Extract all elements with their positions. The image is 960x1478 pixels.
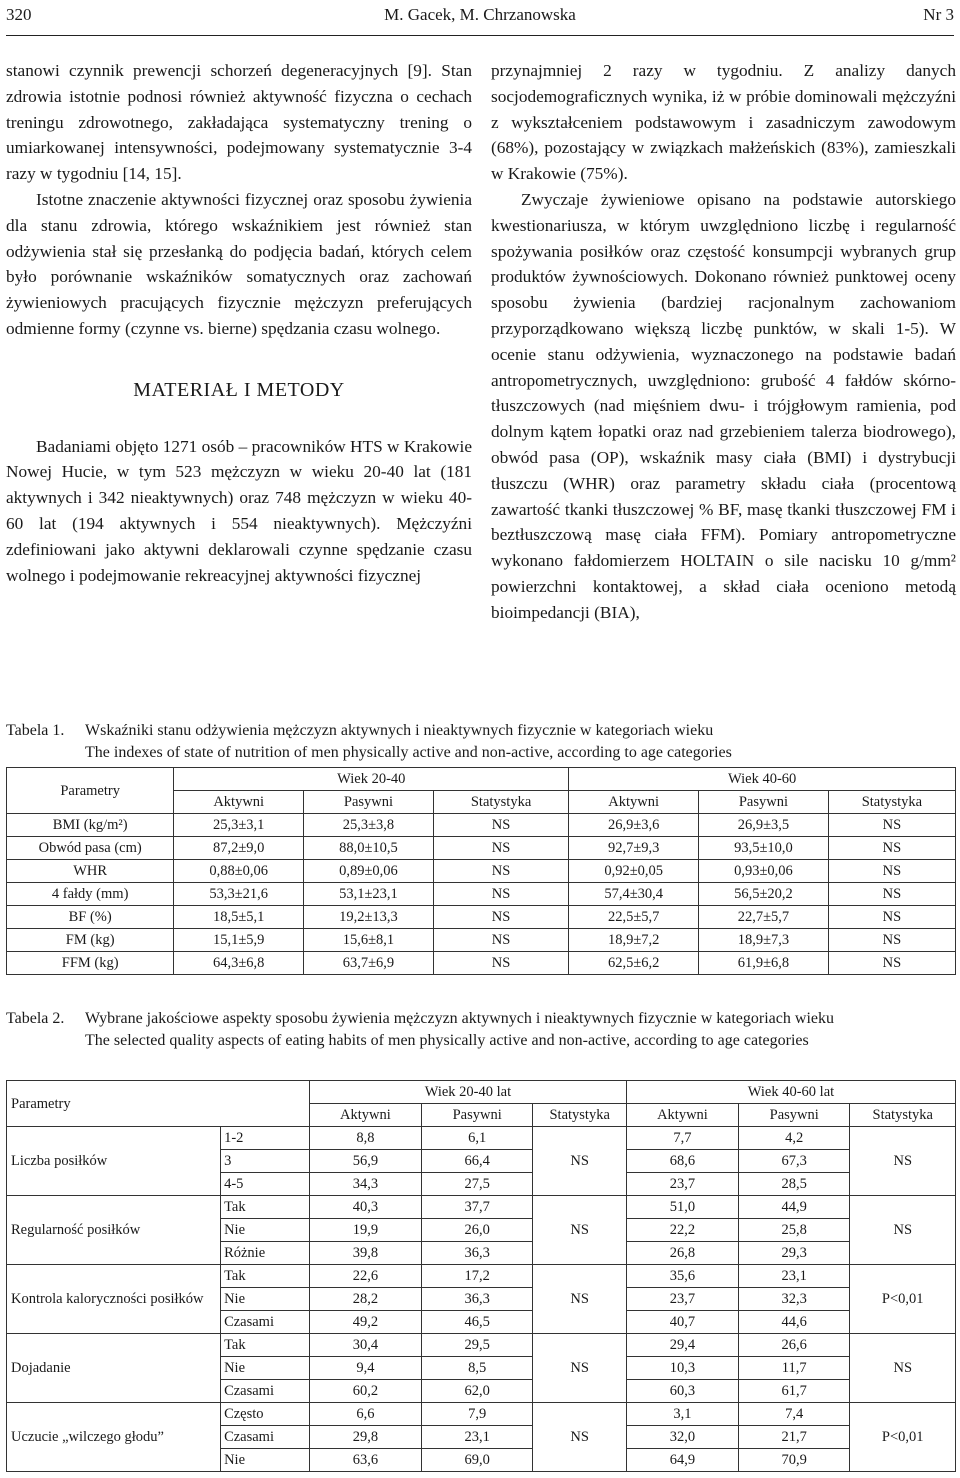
table-cell: 62,0: [421, 1380, 533, 1403]
paragraph: stanowi czynnik prewencji schorzeń degeneracyjnych [9]. Stan zdrowia istotnie podnosi również aktywność fizyczna o cechach treningu zdrowotnego, zakładająca systematyczny trening o umiarkowanej intensywności, podejmowany systematycznie 3-4 razy w tygodniu [14, 15].: [6, 61, 472, 184]
table-cell: 9,4: [309, 1357, 421, 1380]
table-cell: NS: [828, 883, 955, 906]
table-cell: NS: [433, 860, 568, 883]
answer-option: 3: [221, 1150, 310, 1173]
table-cell: 11,7: [738, 1357, 850, 1380]
table-cell: NS: [828, 929, 955, 952]
table-cell: 23,1: [421, 1426, 533, 1449]
table-cell: 56,5±20,2: [699, 883, 829, 906]
table-cell: 29,4: [626, 1334, 738, 1357]
table-cell: 67,3: [738, 1150, 850, 1173]
table-cell: 26,8: [626, 1242, 738, 1265]
answer-option: Czasami: [221, 1426, 310, 1449]
table-cell: 61,7: [738, 1380, 850, 1403]
statistic: NS: [850, 1127, 956, 1196]
statistic: NS: [533, 1196, 627, 1265]
table-cell: 7,7: [626, 1127, 738, 1150]
table-cell: 28,5: [738, 1173, 850, 1196]
statistic: NS: [850, 1196, 956, 1265]
table-cell: 8,5: [421, 1357, 533, 1380]
answer-option: Tak: [221, 1334, 310, 1357]
table-cell: 70,9: [738, 1449, 850, 1472]
table-cell: 0,88±0,06: [174, 860, 304, 883]
table-cell: 87,2±9,0: [174, 837, 304, 860]
table-cell: 35,6: [626, 1265, 738, 1288]
table-cell: 7,4: [738, 1403, 850, 1426]
table-cell: 23,7: [626, 1173, 738, 1196]
statistic: NS: [850, 1334, 956, 1403]
table-cell: 29,3: [738, 1242, 850, 1265]
statistic: NS: [533, 1334, 627, 1403]
age-group-header: Wiek 40-60 lat: [626, 1081, 955, 1104]
table-row: [7, 1334, 956, 1357]
column-header: Aktywni: [626, 1104, 738, 1127]
statistic: NS: [533, 1403, 627, 1472]
table-row: [7, 1265, 956, 1288]
table-cell: NS: [433, 952, 568, 975]
table-cell: 36,3: [421, 1242, 533, 1265]
table-cell: 27,5: [421, 1173, 533, 1196]
table-cell: 44,6: [738, 1311, 850, 1334]
right-column: [491, 58, 956, 626]
table-cell: 29,5: [421, 1334, 533, 1357]
running-authors: M. Gacek, M. Chrzanowska: [384, 5, 576, 24]
table-cell: 29,8: [309, 1426, 421, 1449]
param-header: Parametry: [7, 1081, 310, 1127]
table-cell: 10,3: [626, 1357, 738, 1380]
table-cell: 40,7: [626, 1311, 738, 1334]
table-cell: 25,3±3,1: [174, 814, 304, 837]
column-header: Aktywni: [174, 791, 304, 814]
table-cell: 30,4: [309, 1334, 421, 1357]
table1-caption-en: The indexes of state of nutrition of men physically active and non-active, according to age categories: [85, 744, 732, 761]
table-cell: 18,9±7,2: [569, 929, 699, 952]
table-cell: NS: [433, 906, 568, 929]
table-cell: 92,7±9,3: [569, 837, 699, 860]
paragraph: Zwyczaje żywieniowe opisano na podstawie autorskiego kwestionariusza, w którym uwzględniono liczbę i regularność spożywania posiłków oraz częstość konsumpcji wybranych grup produktów żywnościowych. Dokonano również punktowej oceny sposobu żywienia (bardziej racjonalnym zachowaniom przyporządkowano większą liczbę punktów, w skali 1-5). W ocenie stanu odżywienia, wyznaczonego na podstawie badań antropometrycznych, uwzględniono: grubość 4 fałdów skórno-tłuszczowych (nad mięśniem dwu- i trójgłowym ramienia, pod dolnym kątem łopatki oraz nad grzebieniem talerza biodrowego), obwód pasa (OP), wskaźnik masy ciała (BMI) i dystrybucji tłuszczu (WHR) oraz parametry składu ciała (procentową zawartość tkanki tłuszczowej % BF, masę tkanki tłuszczowej FM i beztłuszczową masę ciała FFM). Pomiary antropometryczne wykonano fałdomierzem HOLTAIN o sile nacisku 10 g/mm² powierzchni kontaktowej, a skład ciała oceniono metodą bioimpedancji (BIA),: [491, 189, 956, 622]
table-cell: 66,4: [421, 1150, 533, 1173]
table-cell: 68,6: [626, 1150, 738, 1173]
table-cell: 57,4±30,4: [569, 883, 699, 906]
age-group-header: Wiek 40-60: [569, 768, 956, 791]
table-cell: 63,6: [309, 1449, 421, 1472]
left-column: [6, 58, 472, 588]
running-header: [6, 0, 954, 28]
table2-caption-en: The selected quality aspects of eating habits of men physically active and non-active, according to age categories: [85, 1032, 809, 1049]
table2-caption: [6, 1008, 956, 1052]
column-header: Aktywni: [569, 791, 699, 814]
table-cell: 22,6: [309, 1265, 421, 1288]
table-cell: NS: [828, 814, 955, 837]
answer-option: Tak: [221, 1265, 310, 1288]
answer-option: Nie: [221, 1449, 310, 1472]
answer-option: Często: [221, 1403, 310, 1426]
table2: [6, 1080, 956, 1472]
table-cell: 60,2: [309, 1380, 421, 1403]
table-cell: 51,0: [626, 1196, 738, 1219]
table-row: [7, 1196, 956, 1219]
table-cell: 28,2: [309, 1288, 421, 1311]
row-label: Obwód pasa (cm): [7, 837, 174, 860]
table-row: [7, 860, 956, 883]
table1-caption: [6, 720, 956, 764]
table-cell: 53,1±23,1: [304, 883, 434, 906]
table-cell: 19,2±13,3: [304, 906, 434, 929]
table-cell: 60,3: [626, 1380, 738, 1403]
table-row: [7, 837, 956, 860]
answer-option: Nie: [221, 1219, 310, 1242]
table-header-row: [7, 1081, 956, 1104]
answer-option: Czasami: [221, 1311, 310, 1334]
statistic: NS: [533, 1127, 627, 1196]
table-cell: 61,9±6,8: [699, 952, 829, 975]
table-row: [7, 1403, 956, 1426]
column-header: Pasywni: [699, 791, 829, 814]
row-label: FFM (kg): [7, 952, 174, 975]
age-group-header: Wiek 20-40: [174, 768, 569, 791]
age-group-header: Wiek 20-40 lat: [309, 1081, 626, 1104]
table-cell: 26,0: [421, 1219, 533, 1242]
table-cell: 4,2: [738, 1127, 850, 1150]
table-row: [7, 814, 956, 837]
row-label: WHR: [7, 860, 174, 883]
statistic: NS: [533, 1265, 627, 1334]
row-label: 4 fałdy (mm): [7, 883, 174, 906]
column-header: Pasywni: [738, 1104, 850, 1127]
answer-option: 1-2: [221, 1127, 310, 1150]
table-cell: 15,1±5,9: [174, 929, 304, 952]
table-cell: 19,9: [309, 1219, 421, 1242]
table-cell: 34,3: [309, 1173, 421, 1196]
answer-option: 4-5: [221, 1173, 310, 1196]
table-cell: NS: [433, 883, 568, 906]
table1: [6, 767, 956, 975]
paragraph: Istotne znaczenie aktywności fizycznej oraz sposobu żywienia dla stanu zdrowia, którego wskaźnikiem jest również stan odżywienia stał się przesłanką do podjęcia badań, których celem było porównanie wskaźników somatycznych oraz zachowań żywieniowych pracujących fizycznie mężczyzn preferujących odmienne formy (czynne vs. bierne) spędzania czasu wolnego.: [6, 189, 472, 338]
table-cell: 93,5±10,0: [699, 837, 829, 860]
parameter-name: Uczucie „wilczego głodu”: [7, 1403, 221, 1472]
column-header: Statystyka: [533, 1104, 627, 1127]
table-cell: 26,9±3,6: [569, 814, 699, 837]
table-cell: 32,3: [738, 1288, 850, 1311]
table-cell: 56,9: [309, 1150, 421, 1173]
table-cell: 3,1: [626, 1403, 738, 1426]
answer-option: Różnie: [221, 1242, 310, 1265]
table-cell: 62,5±6,2: [569, 952, 699, 975]
table-cell: 18,5±5,1: [174, 906, 304, 929]
answer-option: Tak: [221, 1196, 310, 1219]
table-cell: 18,9±7,3: [699, 929, 829, 952]
table2-label: Tabela 2.: [6, 1010, 65, 1027]
table-cell: 46,5: [421, 1311, 533, 1334]
table1-caption-pl: Wskaźniki stanu odżywienia mężczyzn aktywnych i nieaktywnych fizycznie w kategoriach wieku: [85, 722, 714, 739]
table-cell: 25,3±3,8: [304, 814, 434, 837]
table-header-row: [7, 768, 956, 791]
table-row: [7, 952, 956, 975]
table-row: [7, 929, 956, 952]
column-header: Statystyka: [433, 791, 568, 814]
table-cell: 26,9±3,5: [699, 814, 829, 837]
answer-option: Nie: [221, 1357, 310, 1380]
statistic: P<0,01: [850, 1265, 956, 1334]
table-cell: 0,89±0,06: [304, 860, 434, 883]
parameter-name: Regularność posiłków: [7, 1196, 221, 1265]
column-header: Aktywni: [309, 1104, 421, 1127]
table-cell: 22,7±5,7: [699, 906, 829, 929]
table-cell: 15,6±8,1: [304, 929, 434, 952]
table-cell: 25,8: [738, 1219, 850, 1242]
table-cell: 21,7: [738, 1426, 850, 1449]
paragraph: przynajmniej 2 razy w tygodniu. Z analizy danych socjodemograficznych wynika, iż w próbie dominowali mężczyźni z wykształceniem podstawowym i zasadniczym zawodowym (68%), pozostający w związkach małżeńskich (83%), zamieszkali w Krakowie (75%).: [491, 61, 956, 184]
paragraph: Badaniami objęto 1271 osób – pracowników HTS w Krakowie Nowej Hucie, w tym 523 mężczyzn w wieku 20-40 lat (181 aktywnych i 342 nieaktywnych) oraz 748 mężczyzn w wieku 40-60 lat (194 aktywnych i 554 nieaktywnych). Mężczyźni zdefiniowani jako aktywni deklarowali czynne spędzanie czasu wolnego i podejmowanie rekreacyjnej aktywności fizycznej: [6, 436, 472, 585]
table-cell: 63,7±6,9: [304, 952, 434, 975]
parameter-name: Kontrola kaloryczności posiłków: [7, 1265, 221, 1334]
table-cell: NS: [828, 837, 955, 860]
table-cell: 64,9: [626, 1449, 738, 1472]
row-label: BMI (kg/m²): [7, 814, 174, 837]
table-cell: 22,2: [626, 1219, 738, 1242]
parameter-name: Liczba posiłków: [7, 1127, 221, 1196]
table-cell: 49,2: [309, 1311, 421, 1334]
table-cell: 64,3±6,8: [174, 952, 304, 975]
table-row: [7, 883, 956, 906]
answer-option: Nie: [221, 1288, 310, 1311]
table-cell: 7,9: [421, 1403, 533, 1426]
table-cell: 88,0±10,5: [304, 837, 434, 860]
table-cell: 23,7: [626, 1288, 738, 1311]
table-cell: 6,6: [309, 1403, 421, 1426]
statistic: P<0,01: [850, 1403, 956, 1472]
header-rule: [6, 35, 954, 36]
table-cell: 39,8: [309, 1242, 421, 1265]
table-cell: 40,3: [309, 1196, 421, 1219]
table-cell: NS: [433, 814, 568, 837]
table-cell: 37,7: [421, 1196, 533, 1219]
table-cell: 69,0: [421, 1449, 533, 1472]
table-cell: NS: [828, 952, 955, 975]
table-cell: 0,92±0,05: [569, 860, 699, 883]
table2-caption-pl: Wybrane jakościowe aspekty sposobu żywienia mężczyzn aktywnych i nieaktywnych fizycznie w kategoriach wieku: [85, 1010, 834, 1027]
table-cell: NS: [433, 837, 568, 860]
answer-option: Czasami: [221, 1380, 310, 1403]
table-cell: 0,93±0,06: [699, 860, 829, 883]
table-cell: NS: [828, 906, 955, 929]
table-cell: 53,3±21,6: [174, 883, 304, 906]
column-header: Statystyka: [850, 1104, 956, 1127]
table-row: [7, 906, 956, 929]
table-cell: 8,8: [309, 1127, 421, 1150]
table-cell: 23,1: [738, 1265, 850, 1288]
table-cell: 32,0: [626, 1426, 738, 1449]
table-cell: 6,1: [421, 1127, 533, 1150]
issue-number: Nr 3: [923, 5, 954, 24]
column-header: Statystyka: [828, 791, 955, 814]
table1-label: Tabela 1.: [6, 722, 65, 739]
table-cell: 44,9: [738, 1196, 850, 1219]
table-cell: NS: [433, 929, 568, 952]
row-label: BF (%): [7, 906, 174, 929]
param-header: Parametry: [7, 768, 174, 814]
table-row: [7, 1127, 956, 1150]
section-heading: MATERIAŁ I METODY: [133, 378, 345, 401]
page-number: 320: [6, 5, 32, 24]
table-cell: 17,2: [421, 1265, 533, 1288]
table-cell: 26,6: [738, 1334, 850, 1357]
column-header: Pasywni: [421, 1104, 533, 1127]
table-cell: 22,5±5,7: [569, 906, 699, 929]
row-label: FM (kg): [7, 929, 174, 952]
column-header: Pasywni: [304, 791, 434, 814]
table-cell: 36,3: [421, 1288, 533, 1311]
parameter-name: Dojadanie: [7, 1334, 221, 1403]
table-cell: NS: [828, 860, 955, 883]
